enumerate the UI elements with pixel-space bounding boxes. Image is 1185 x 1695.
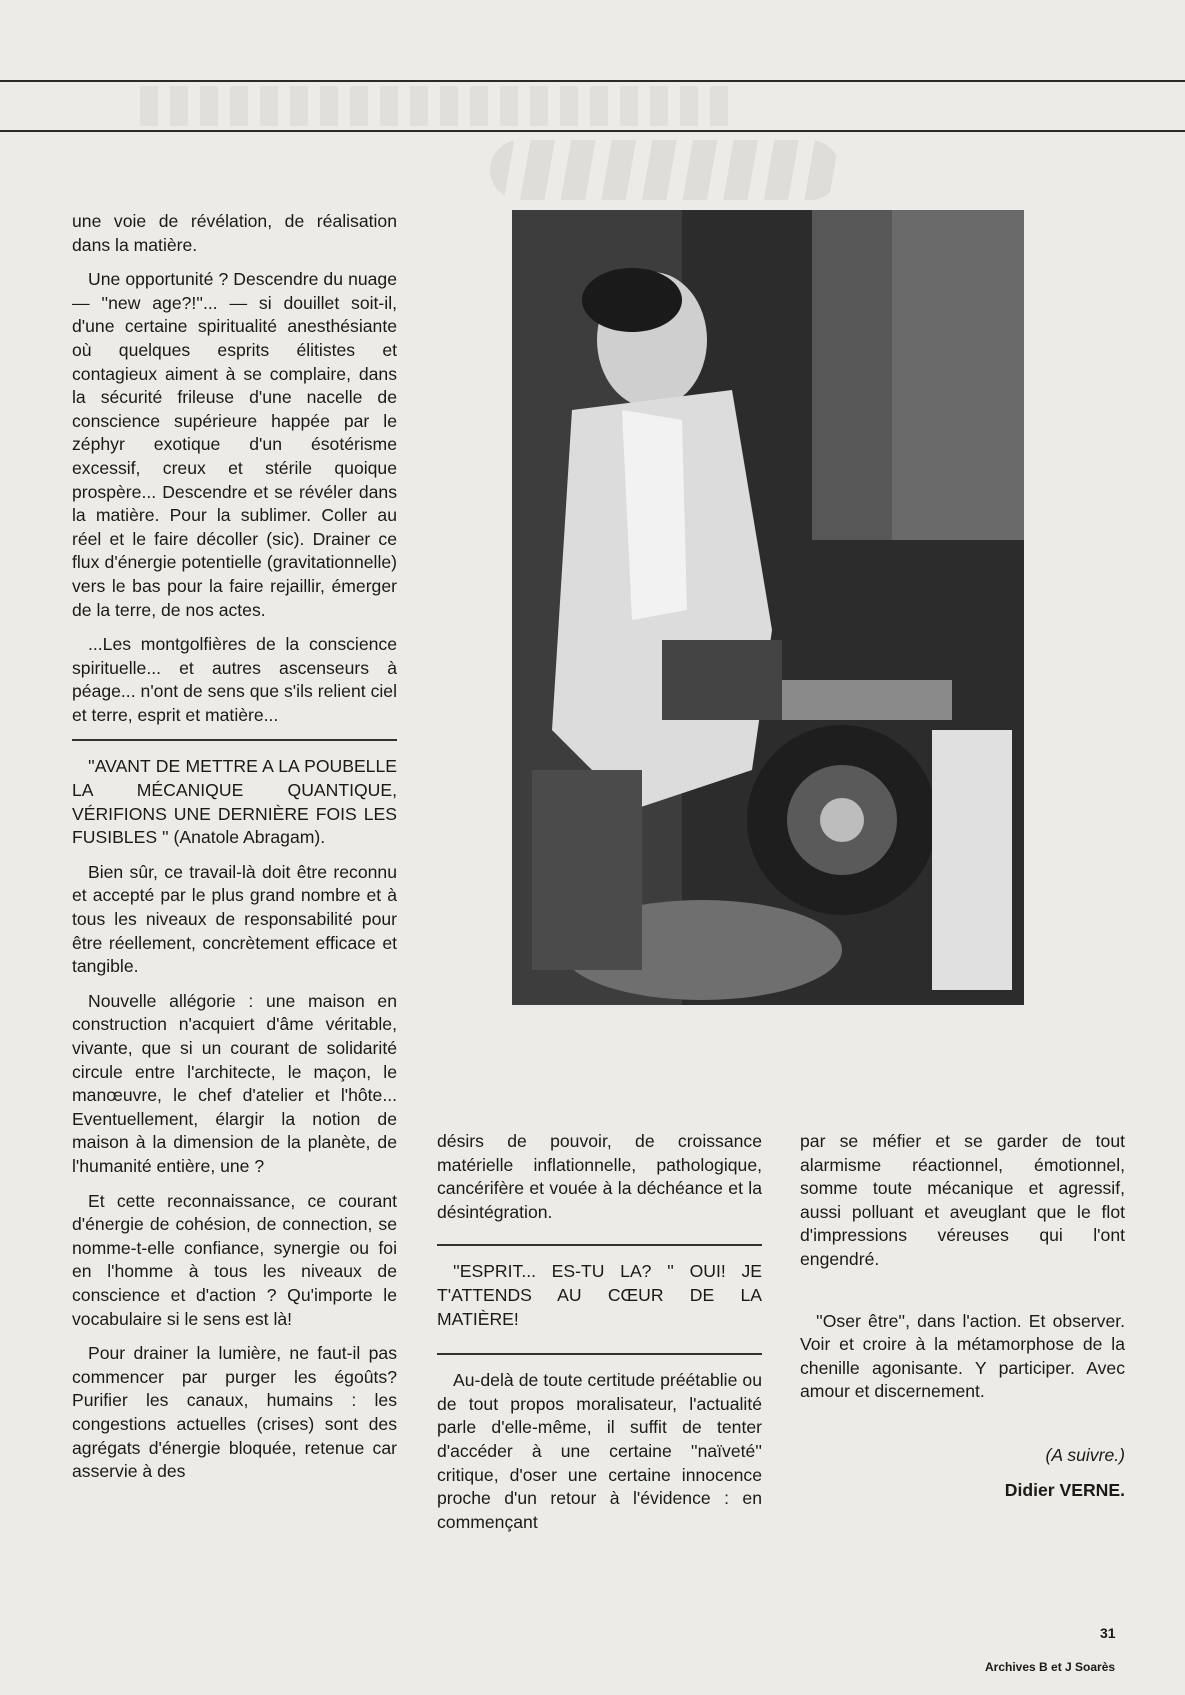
col1-paragraph-6: Et cette reconnaissance, ce courant d'énergie de cohésion, de connection, se nomme-t-elle confiance, synergie ou foi en l'homme à tous les niveaux de conscience et d'action ? Qu'importe le vocabulaire si le sens est là!: [72, 1190, 397, 1329]
header-rule-bottom: [0, 130, 1185, 132]
column-3: [800, 1130, 1125, 1513]
col3-paragraph-1: par se méfier et se garder de tout alarmisme réactionnel, émotionnel, somme toute mécanique et agressif, aussi polluant et aveuglant que le flot d'impressions véreuses qui l'ont engendré.: [800, 1131, 1125, 1269]
page-number: 31: [1100, 1625, 1116, 1641]
col3-to-be-continued: (A suivre.): [1045, 1444, 1125, 1465]
col1-paragraph-2: Une opportunité ? Descendre du nuage — ''new age?!''... — si douillet soit-il, d'une certaine spiritualité anesthésiante où quelques esprits élitistes et contagieux aiment à se complaire, dans la sécurité frileuse d'une nacelle de conscience supérieure happée par le zéphyr exotique d'un ésotérisme excessif, creux et stérile quoique prospère... Descendre et se révéler dans la matière. Pour la sublimer. Coller au réel et le faire décoller (sic). Drainer ce flux d'énergie potentielle (gravitationnelle) vers le bas pour la faire rejaillir, émerger de la terre, de nos actes.: [72, 269, 397, 620]
col1-separator: [72, 739, 397, 741]
col1-paragraph-3: ...Les montgolfières de la conscience spirituelle... et autres ascenseurs à péage... n'ont de sens que s'ils relient ciel et terre, esprit et matière...: [72, 634, 397, 725]
col1-paragraph-5: Nouvelle allégorie : une maison en construction n'acquiert d'âme véritable, vivante, que si un courant de solidarité circule entre l'architecte, le maçon, le manœuvre, le chef d'atelier et l'hôte... Eventuellement, élargir la notion de maison à la dimension de la planète, de l'humanité entière, une ?: [72, 990, 397, 1176]
bleed-through-texture: [140, 86, 740, 126]
col1-paragraph-4: Bien sûr, ce travail-là doit être reconnu et accepté par le plus grand nombre et à tous les niveaux de responsabilité pour être réellement, concrètement efficace et tangible.: [72, 861, 397, 977]
header-rule-top: [0, 80, 1185, 82]
col1-paragraph-1: une voie de révélation, de réalisation dans la matière.: [72, 211, 397, 255]
col2-separator-top: [437, 1244, 762, 1246]
column-1: [72, 210, 397, 1495]
col2-quote: ''ESPRIT... ES-TU LA? '' OUI! JE T'ATTENDS AU CŒUR DE LA MATIÈRE!: [437, 1261, 762, 1329]
photograph: [512, 210, 1024, 1005]
col3-author-signature: Didier VERNE.: [1004, 1479, 1125, 1500]
col3-paragraph-2: ''Oser être'', dans l'action. Et observer. Voir et croire à la métamorphose de la chenille agonisante. Y participer. Avec amour et discernement.: [800, 1310, 1125, 1402]
col2-paragraph-2: Au-delà de toute certitude préétablie ou de tout propos moralisateur, l'actualité parle d'elle-même, il suffit de tenter d'accéder à une certaine ''naïveté'' critique, d'oser une certaine innocence proche d'un retour à l'évidence : en commençant: [437, 1370, 762, 1532]
col1-paragraph-7: Pour drainer la lumière, ne faut-il pas commencer par purger les égoûts? Purifier les canaux, humains : les congestions actuelles (crises) sont des agrégats d'énergie bloquée, retenue car asservie à des: [72, 1343, 397, 1482]
col2-separator-bottom: [437, 1353, 762, 1355]
col2-paragraph-1: désirs de pouvoir, de croissance matérielle inflationnelle, pathologique, cancérifère et vouée à la déchéance et la désintégration.: [437, 1131, 762, 1222]
archive-credit: Archives B et J Soarès: [985, 1660, 1116, 1674]
bleed-through-texture-2: [490, 140, 840, 200]
column-2: [437, 1130, 762, 1545]
col1-quote: ''AVANT DE METTRE A LA POUBELLE LA MÉCANIQUE QUANTIQUE, VÉRIFIONS UNE DERNIÈRE FOIS LES FUSIBLES '' (Anatole Abragam).: [72, 756, 397, 848]
